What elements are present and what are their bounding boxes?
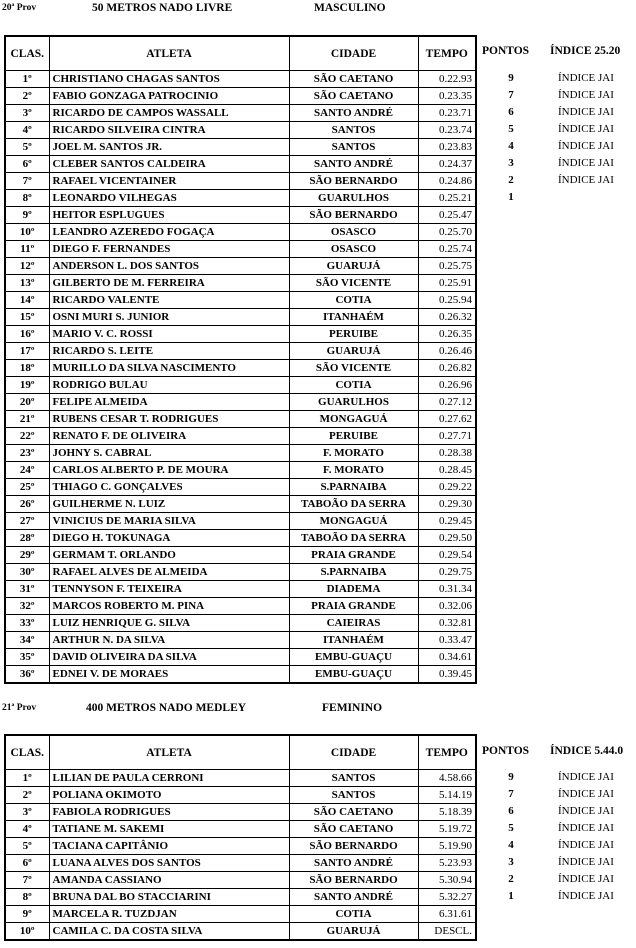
athlete-name-cell: MARCOS ROBERTO M. PINA [49, 598, 289, 615]
index-value: ÍNDICE JAI [558, 805, 614, 817]
position-cell: 22º [5, 428, 49, 445]
position-cell: 2º [5, 787, 49, 804]
athlete-name-cell: RICARDO DE CAMPOS WASSALL [49, 105, 289, 122]
position-cell: 21º [5, 411, 49, 428]
athlete-name-cell: MURILLO DA SILVA NASCIMENTO [49, 360, 289, 377]
points-value: 5 [508, 123, 514, 135]
position-cell: 28º [5, 530, 49, 547]
city-cell: OSASCO [289, 241, 418, 258]
city-cell: F. MORATO [289, 462, 418, 479]
event-name: 400 METROS NADO MEDLEY [86, 702, 247, 714]
athlete-name-cell: HEITOR ESPLUGUES [49, 207, 289, 224]
position-cell: 12º [5, 258, 49, 275]
city-cell: SANTO ANDRÉ [289, 156, 418, 173]
position-cell: 10º [5, 224, 49, 241]
header-cidade: CIDADE [289, 36, 418, 71]
position-cell: 1º [5, 770, 49, 787]
header-pontos: PONTOS [482, 745, 530, 757]
table-row [5, 804, 476, 821]
athlete-name-cell: DAVID OLIVEIRA DA SILVA [49, 649, 289, 666]
index-value: ÍNDICE JAI [558, 873, 614, 885]
position-cell: 26º [5, 496, 49, 513]
position-cell: 8º [5, 190, 49, 207]
city-cell: EMBU-GUAÇU [289, 666, 418, 684]
index-value: ÍNDICE JAI [558, 89, 614, 101]
position-cell: 19º [5, 377, 49, 394]
points-value: 2 [508, 873, 514, 885]
athlete-name-cell: CLEBER SANTOS CALDEIRA [49, 156, 289, 173]
table-row [5, 770, 476, 787]
header-row [5, 36, 476, 71]
city-cell: TABOÃO DA SERRA [289, 530, 418, 547]
city-cell: EMBU-GUAÇU [289, 649, 418, 666]
time-cell: 0.23.71 [418, 105, 476, 122]
athlete-name-cell: AMANDA CASSIANO [49, 872, 289, 889]
city-cell: GUARULHOS [289, 394, 418, 411]
position-cell: 23º [5, 445, 49, 462]
time-cell: 5.19.90 [418, 838, 476, 855]
index-value: ÍNDICE JAI [558, 788, 614, 800]
table-row [5, 173, 476, 190]
points-value: 1 [508, 890, 514, 902]
athlete-name-cell: RAFAEL ALVES DE ALMEIDA [49, 564, 289, 581]
table-row [5, 105, 476, 122]
athlete-name-cell: FABIO GONZAGA PATROCINIO [49, 88, 289, 105]
table-row [5, 360, 476, 377]
position-cell: 6º [5, 855, 49, 872]
points-value: 5 [508, 822, 514, 834]
time-cell: 0.29.22 [418, 479, 476, 496]
header-tempo: TEMPO [418, 36, 476, 71]
position-cell: 5º [5, 139, 49, 156]
city-cell: GUARUJÁ [289, 343, 418, 360]
index-value: ÍNDICE JAI [558, 123, 614, 135]
position-cell: 17º [5, 343, 49, 360]
position-cell: 33º [5, 615, 49, 632]
event-gender: FEMININO [322, 702, 383, 714]
header-pontos: PONTOS [482, 45, 530, 57]
table-row [5, 547, 476, 564]
points-column [501, 769, 521, 905]
header-tempo: TEMPO [418, 735, 476, 770]
city-cell: S.PARNAIBA [289, 564, 418, 581]
time-cell: 0.26.46 [418, 343, 476, 360]
city-cell: SANTOS [289, 770, 418, 787]
athlete-name-cell: LEANDRO AZEREDO FOGAÇA [49, 224, 289, 241]
table-row [5, 309, 476, 326]
time-cell: 0.27.62 [418, 411, 476, 428]
time-cell: 0.28.45 [418, 462, 476, 479]
points-value: 9 [508, 72, 514, 84]
athlete-name-cell: JOEL M. SANTOS JR. [49, 139, 289, 156]
time-cell: 0.26.35 [418, 326, 476, 343]
city-cell: SÃO CAETANO [289, 88, 418, 105]
position-cell: 20º [5, 394, 49, 411]
table-row [5, 564, 476, 581]
points-value: 4 [508, 140, 514, 152]
time-cell: 0.29.54 [418, 547, 476, 564]
points-value: 9 [508, 771, 514, 783]
header-atleta: ATLETA [49, 36, 289, 71]
table-row [5, 292, 476, 309]
points-value: 1 [508, 191, 514, 203]
header-indice: ÍNDICE 25.20 [550, 45, 621, 57]
table-row [5, 394, 476, 411]
position-cell: 14º [5, 292, 49, 309]
athlete-name-cell: ANDERSON L. DOS SANTOS [49, 258, 289, 275]
table-row [5, 88, 476, 105]
position-cell: 1º [5, 71, 49, 88]
position-cell: 24º [5, 462, 49, 479]
points-value: 4 [508, 839, 514, 851]
table-row [5, 71, 476, 88]
event-name: 50 METROS NADO LIVRE [92, 2, 233, 14]
athlete-name-cell: RENATO F. DE OLIVEIRA [49, 428, 289, 445]
table-row [5, 377, 476, 394]
time-cell: 0.24.37 [418, 156, 476, 173]
athlete-name-cell: LILIAN DE PAULA CERRONI [49, 770, 289, 787]
table-row [5, 581, 476, 598]
table-row [5, 923, 476, 941]
time-cell: 0.23.74 [418, 122, 476, 139]
city-cell: ITANHAÉM [289, 309, 418, 326]
time-cell: 5.23.93 [418, 855, 476, 872]
city-cell: F. MORATO [289, 445, 418, 462]
time-cell: 0.29.45 [418, 513, 476, 530]
time-cell: 0.25.94 [418, 292, 476, 309]
table-row [5, 428, 476, 445]
athlete-name-cell: TACIANA CAPITÂNIO [49, 838, 289, 855]
table-row [5, 787, 476, 804]
table-row [5, 326, 476, 343]
position-cell: 9º [5, 207, 49, 224]
time-cell: 0.39.45 [418, 666, 476, 684]
city-cell: MONGAGUÁ [289, 411, 418, 428]
table-row [5, 632, 476, 649]
points-value: 7 [508, 89, 514, 101]
results-table [4, 734, 477, 941]
time-cell: 0.33.47 [418, 632, 476, 649]
athlete-name-cell: DIEGO F. FERNANDES [49, 241, 289, 258]
time-cell: 0.34.61 [418, 649, 476, 666]
header-row [5, 735, 476, 770]
results-table [4, 35, 477, 684]
time-cell: 0.24.86 [418, 173, 476, 190]
time-cell: 0.32.06 [418, 598, 476, 615]
index-value: ÍNDICE JAI [558, 106, 614, 118]
table-row [5, 411, 476, 428]
athlete-name-cell: MARCELA R. TUZDJAN [49, 906, 289, 923]
city-cell: SÃO CAETANO [289, 804, 418, 821]
athlete-name-cell: CHRISTIANO CHAGAS SANTOS [49, 71, 289, 88]
points-value: 3 [508, 856, 514, 868]
table-row [5, 156, 476, 173]
time-cell: 0.26.96 [418, 377, 476, 394]
athlete-name-cell: GUILHERME N. LUIZ [49, 496, 289, 513]
time-cell: 0.31.34 [418, 581, 476, 598]
table-row [5, 855, 476, 872]
time-cell: 4.58.66 [418, 770, 476, 787]
index-value: ÍNDICE JAI [558, 174, 614, 186]
city-cell: GUARUJÁ [289, 258, 418, 275]
city-cell: SÃO BERNARDO [289, 872, 418, 889]
table-row [5, 479, 476, 496]
position-cell: 18º [5, 360, 49, 377]
athlete-name-cell: RICARDO S. LEITE [49, 343, 289, 360]
time-cell: 5.30.94 [418, 872, 476, 889]
time-cell: 0.27.12 [418, 394, 476, 411]
athlete-name-cell: GERMAM T. ORLANDO [49, 547, 289, 564]
position-cell: 3º [5, 804, 49, 821]
city-cell: COTIA [289, 906, 418, 923]
position-cell: 10º [5, 923, 49, 941]
points-value: 7 [508, 788, 514, 800]
city-cell: SÃO VICENTE [289, 360, 418, 377]
table-row [5, 190, 476, 207]
athlete-name-cell: TATIANE M. SAKEMI [49, 821, 289, 838]
table-row [5, 530, 476, 547]
table-row [5, 615, 476, 632]
city-cell: TABOÃO DA SERRA [289, 496, 418, 513]
city-cell: GUARULHOS [289, 190, 418, 207]
city-cell: ITANHAÉM [289, 632, 418, 649]
time-cell: 0.22.93 [418, 71, 476, 88]
time-cell: 0.25.21 [418, 190, 476, 207]
athlete-name-cell: FELIPE ALMEIDA [49, 394, 289, 411]
time-cell: 5.14.19 [418, 787, 476, 804]
table-row [5, 207, 476, 224]
athlete-name-cell: OSNI MURI S. JUNIOR [49, 309, 289, 326]
athlete-name-cell: GILBERTO DE M. FERREIRA [49, 275, 289, 292]
points-value: 6 [508, 805, 514, 817]
table-row [5, 496, 476, 513]
table-row [5, 462, 476, 479]
position-cell: 3º [5, 105, 49, 122]
time-cell: 0.23.35 [418, 88, 476, 105]
city-cell: COTIA [289, 377, 418, 394]
athlete-name-cell: VINICIUS DE MARIA SILVA [49, 513, 289, 530]
city-cell: DIADEMA [289, 581, 418, 598]
index-value: ÍNDICE JAI [558, 822, 614, 834]
points-value: 3 [508, 157, 514, 169]
city-cell: SÃO BERNARDO [289, 207, 418, 224]
city-cell: PRAIA GRANDE [289, 547, 418, 564]
position-cell: 25º [5, 479, 49, 496]
event-number: 21ª Prov [2, 703, 37, 713]
table-row [5, 343, 476, 360]
position-cell: 15º [5, 309, 49, 326]
time-cell: 0.25.74 [418, 241, 476, 258]
position-cell: 36º [5, 666, 49, 684]
position-cell: 13º [5, 275, 49, 292]
athlete-name-cell: LUIZ HENRIQUE G. SILVA [49, 615, 289, 632]
position-cell: 30º [5, 564, 49, 581]
city-cell: SÃO CAETANO [289, 71, 418, 88]
time-cell: 0.27.71 [418, 428, 476, 445]
points-value: 6 [508, 106, 514, 118]
position-cell: 29º [5, 547, 49, 564]
time-cell: 0.29.30 [418, 496, 476, 513]
athlete-name-cell: FABIOLA RODRIGUES [49, 804, 289, 821]
header-atleta: ATLETA [49, 735, 289, 770]
position-cell: 27º [5, 513, 49, 530]
position-cell: 5º [5, 838, 49, 855]
athlete-name-cell: ARTHUR N. DA SILVA [49, 632, 289, 649]
table-row [5, 821, 476, 838]
city-cell: SANTO ANDRÉ [289, 105, 418, 122]
table-row [5, 598, 476, 615]
position-cell: 2º [5, 88, 49, 105]
athlete-name-cell: RODRIGO BULAU [49, 377, 289, 394]
city-cell: PRAIA GRANDE [289, 598, 418, 615]
table-row [5, 122, 476, 139]
time-cell: 0.23.83 [418, 139, 476, 156]
index-value: ÍNDICE JAI [558, 72, 614, 84]
time-cell: DESCL. [418, 923, 476, 941]
athlete-name-cell: RAFAEL VICENTAINER [49, 173, 289, 190]
time-cell: 0.25.47 [418, 207, 476, 224]
city-cell: GUARUJÁ [289, 923, 418, 941]
header-indice: ÍNDICE 5.44.0 [550, 745, 624, 757]
table-row [5, 513, 476, 530]
athlete-name-cell: POLIANA OKIMOTO [49, 787, 289, 804]
time-cell: 0.25.70 [418, 224, 476, 241]
index-value: ÍNDICE JAI [558, 839, 614, 851]
index-value: ÍNDICE JAI [558, 157, 614, 169]
time-cell: 0.29.75 [418, 564, 476, 581]
city-cell: SANTOS [289, 787, 418, 804]
table-row [5, 666, 476, 684]
city-cell: SÃO BERNARDO [289, 838, 418, 855]
table-row [5, 838, 476, 855]
city-cell: SÃO CAETANO [289, 821, 418, 838]
city-cell: SANTO ANDRÉ [289, 855, 418, 872]
athlete-name-cell: THIAGO C. GONÇALVES [49, 479, 289, 496]
athlete-name-cell: BRUNA DAL BO STACCIARINI [49, 889, 289, 906]
city-cell: SÃO VICENTE [289, 275, 418, 292]
time-cell: 0.25.75 [418, 258, 476, 275]
index-column [558, 70, 614, 189]
table-row [5, 258, 476, 275]
athlete-name-cell: MARIO V. C. ROSSI [49, 326, 289, 343]
city-cell: SANTO ANDRÉ [289, 889, 418, 906]
position-cell: 8º [5, 889, 49, 906]
position-cell: 35º [5, 649, 49, 666]
athlete-name-cell: RUBENS CESAR T. RODRIGUES [49, 411, 289, 428]
index-value: ÍNDICE JAI [558, 890, 614, 902]
position-cell: 31º [5, 581, 49, 598]
position-cell: 4º [5, 122, 49, 139]
city-cell: SANTOS [289, 139, 418, 156]
time-cell: 5.19.72 [418, 821, 476, 838]
time-cell: 6.31.61 [418, 906, 476, 923]
city-cell: OSASCO [289, 224, 418, 241]
time-cell: 0.26.82 [418, 360, 476, 377]
athlete-name-cell: EDNEI V. DE MORAES [49, 666, 289, 684]
position-cell: 34º [5, 632, 49, 649]
athlete-name-cell: LUANA ALVES DOS SANTOS [49, 855, 289, 872]
event-number: 20ª Prov [2, 3, 37, 13]
athlete-name-cell: TENNYSON F. TEIXEIRA [49, 581, 289, 598]
table-row [5, 906, 476, 923]
city-cell: SANTOS [289, 122, 418, 139]
table-row [5, 224, 476, 241]
index-value: ÍNDICE JAI [558, 140, 614, 152]
index-value: ÍNDICE JAI [558, 771, 614, 783]
position-cell: 16º [5, 326, 49, 343]
athlete-name-cell: RICARDO VALENTE [49, 292, 289, 309]
table-row [5, 445, 476, 462]
table-row [5, 872, 476, 889]
time-cell: 5.32.27 [418, 889, 476, 906]
position-cell: 4º [5, 821, 49, 838]
table-row [5, 649, 476, 666]
time-cell: 0.28.38 [418, 445, 476, 462]
points-value: 2 [508, 174, 514, 186]
table-row [5, 241, 476, 258]
table-row [5, 275, 476, 292]
index-value: ÍNDICE JAI [558, 856, 614, 868]
city-cell: PERUIBE [289, 326, 418, 343]
time-cell: 0.25.91 [418, 275, 476, 292]
position-cell: 9º [5, 906, 49, 923]
position-cell: 7º [5, 872, 49, 889]
position-cell: 32º [5, 598, 49, 615]
city-cell: S.PARNAIBA [289, 479, 418, 496]
time-cell: 5.18.39 [418, 804, 476, 821]
city-cell: COTIA [289, 292, 418, 309]
event-gender: MASCULINO [314, 2, 386, 14]
time-cell: 0.32.81 [418, 615, 476, 632]
athlete-name-cell: DIEGO H. TOKUNAGA [49, 530, 289, 547]
time-cell: 0.26.32 [418, 309, 476, 326]
athlete-name-cell: LEONARDO VILHEGAS [49, 190, 289, 207]
athlete-name-cell: JOHNY S. CABRAL [49, 445, 289, 462]
header-cidade: CIDADE [289, 735, 418, 770]
city-cell: MONGAGUÁ [289, 513, 418, 530]
athlete-name-cell: RICARDO SILVEIRA CINTRA [49, 122, 289, 139]
athlete-name-cell: CAMILA C. DA COSTA SILVA [49, 923, 289, 941]
position-cell: 6º [5, 156, 49, 173]
index-column [558, 769, 614, 905]
points-column [501, 70, 521, 206]
position-cell: 11º [5, 241, 49, 258]
city-cell: CAIEIRAS [289, 615, 418, 632]
city-cell: SÃO BERNARDO [289, 173, 418, 190]
header-clas: CLAS. [5, 36, 49, 71]
header-clas: CLAS. [5, 735, 49, 770]
table-row [5, 889, 476, 906]
time-cell: 0.29.50 [418, 530, 476, 547]
athlete-name-cell: CARLOS ALBERTO P. DE MOURA [49, 462, 289, 479]
city-cell: PERUIBE [289, 428, 418, 445]
position-cell: 7º [5, 173, 49, 190]
table-row [5, 139, 476, 156]
